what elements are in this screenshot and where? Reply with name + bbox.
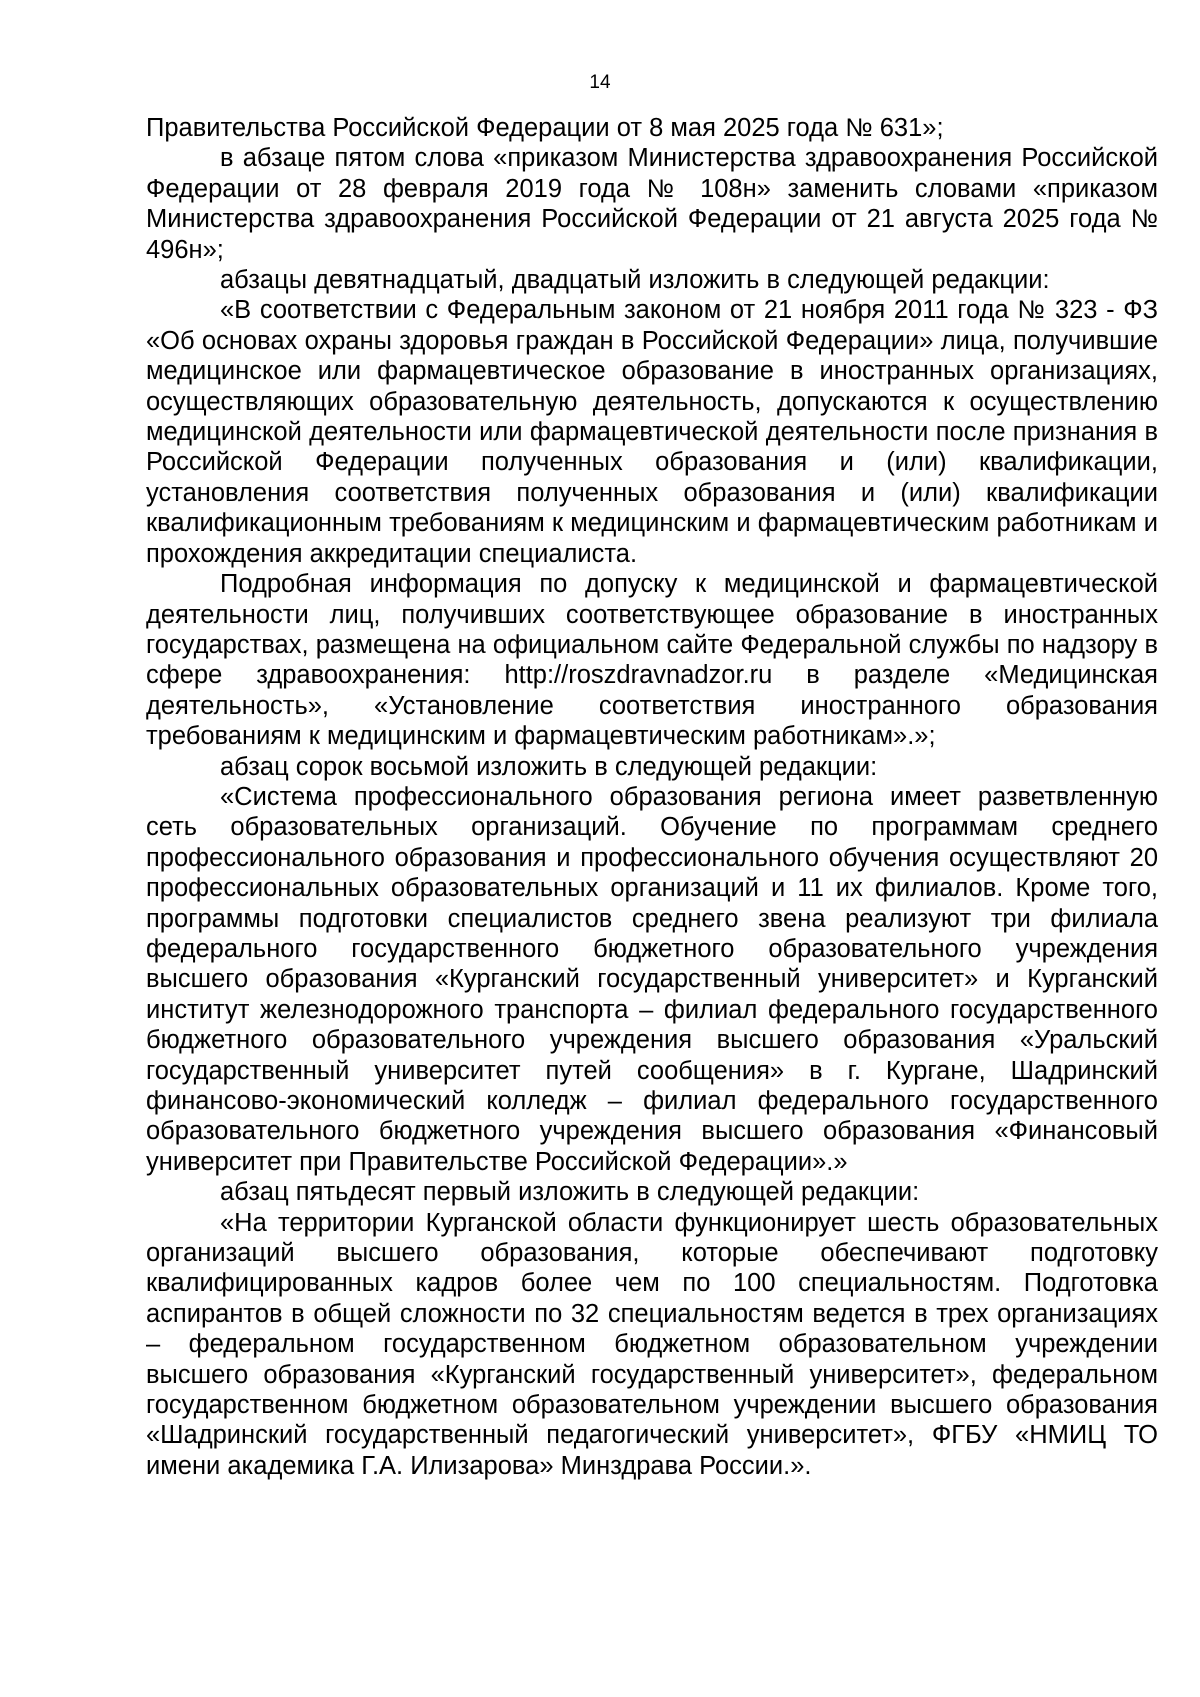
paragraph-detailed-information: Подробная информация по допуску к медицинской и фармацевтической деятельности лиц, получивших соответствующее образование в иностранных государствах, размещена на официальном сайте Федеральной службы по надзору в сфере здравоохранения: http://roszdravnadzor.ru в разделе «Медицинская деятельность», «Установление соответствия иностранного образования требованиям к медицинским и фармацевтическим работникам».»; bbox=[146, 570, 1158, 751]
paragraph-amendment-fifth: в абзаце пятом слова «приказом Министерства здравоохранения Российской Федерации от 28 февраля 2019 года № 108н» заменить словами «приказом Министерства здравоохранения Российской Федерации от 21 августа 2025 года № 496н»; bbox=[146, 144, 1158, 264]
document-body bbox=[146, 113, 1158, 1481]
paragraph-amendment-nineteenth-twentieth: абзацы девятнадцатый, двадцатый изложить в следующей редакции: bbox=[220, 266, 1050, 295]
paragraph-higher-education-quote: «На территории Курганской области функционирует шесть образовательных организаций высшего образования, которые обеспечивают подготовку квалифицированных кадров более чем по 100 специальностям. Подготовка аспирантов в общей сложности по 32 специальностям ведется в трех организациях – федеральном государственном бюджетном образовательном учреждении высшего образования «Курганский государственный университет», федеральном государственном бюджетном образовательном учреждении высшего образования «Шадринский государственный педагогический университет», ФГБУ «НМИЦ ТО имени академика Г.А. Илизарова» Минздрава России.». bbox=[146, 1208, 1158, 1480]
paragraph-amendment-fifty-first: абзац пятьдесят первый изложить в следующей редакции: bbox=[220, 1178, 920, 1207]
page-number: 14 bbox=[589, 72, 611, 93]
paragraph-education-system-quote: «Система профессионального образования региона имеет разветвленную сеть образовательных организаций. Обучение по программам среднего профессионального образования и профессионального обучения осуществляют 20 профессиональных образовательных организаций и 11 их филиалов. Кроме того, программы подготовки специалистов среднего звена реализуют три филиала федерального государственного бюджетного образовательного учреждения высшего образования «Курганский государственный университет» и Курганский институт железнодорожного транспорта – филиал федерального государственного бюджетного образовательного учреждения высшего образования «Уральский государственный университет путей сообщения» в г. Кургане, Шадринский финансово-экономический колледж – филиал федерального государственного образовательного бюджетного учреждения высшего образования «Финансовый университет при Правительстве Российской Федерации».» bbox=[146, 782, 1158, 1176]
paragraph-federal-law-quote: «В соответствии с Федеральным законом от 21 ноября 2011 года № 323 - ФЗ «Об основах охраны здоровья граждан в Российской Федерации» лица, получившие медицинское или фармацевтическое образование в иностранных организациях, осуществляющих образовательную деятельность, допускаются к осуществлению медицинской деятельности или фармацевтической деятельности после признания в Российской Федерации полученных образования и (или) квалификации, установления соответствия полученных образования и (или) квалификации квалификационным требованиям к медицинским и фармацевтическим работникам и прохождения аккредитации специалиста. bbox=[146, 296, 1158, 568]
paragraph-continuation: Правительства Российской Федерации от 8 мая 2025 года № 631»; bbox=[146, 114, 944, 142]
paragraph-amendment-forty-eighth: абзац сорок восьмой изложить в следующей редакции: bbox=[220, 752, 878, 781]
